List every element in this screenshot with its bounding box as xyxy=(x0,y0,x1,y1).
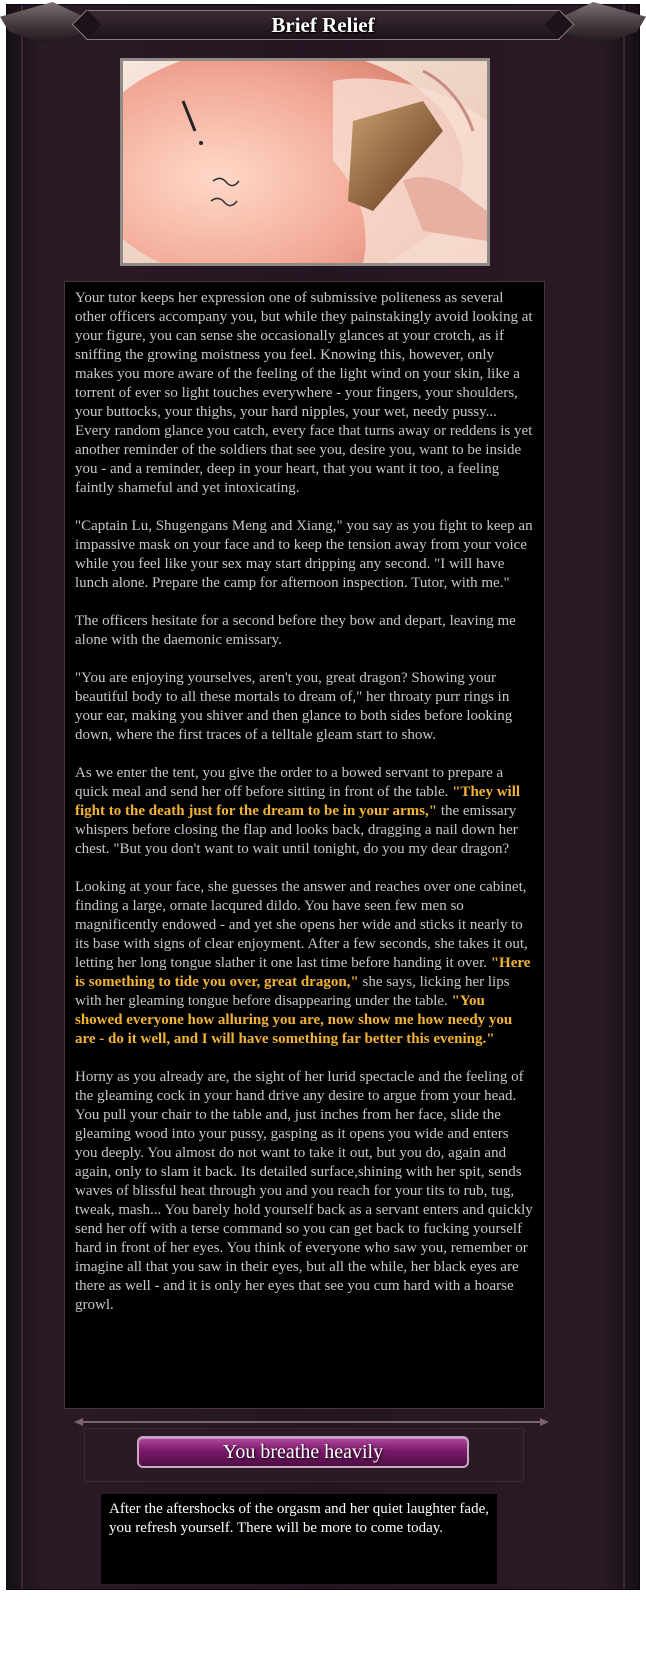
narration-text: The officers hesitate for a second before they bow and depart, leaving me alone with the daemonic emissary. xyxy=(75,613,516,648)
choice-label: You breathe heavily xyxy=(222,1440,384,1463)
narration-text: "Captain Lu, Shugengans Meng and Xiang," you say as you fight to keep an impassive mask on your face and to keep the tension away from your voice while you feel like your sex may start dripping any second. "I will have lunch alone. Prepare the camp for afternoon inspection. Tutor, with me." xyxy=(75,518,533,591)
narration-text: the emissary whispers before closing the flap and looks back, dragging a nail down her chest. "But you don't want to wait until tonight, do you my dear dragon? xyxy=(75,803,518,857)
story-paragraph xyxy=(75,764,534,859)
choice-button[interactable] xyxy=(137,1436,469,1468)
result-tooltip xyxy=(101,1494,497,1584)
dialogue-highlight: "They will fight to the death just for the dream to be in your arms," xyxy=(75,784,521,819)
dialogue-highlight: "You showed everyone how alluring you are, now show me how needy you are - do it well, and I will have something far better this evening." xyxy=(75,993,513,1047)
scene-image xyxy=(120,58,490,266)
narration-text: Your tutor keeps her expression one of submissive politeness as several other officers accompany you, but while they painstakingly avoid looking at your figure, you can sense she occasionally glances at your crotch, as if sniffing the growing moistness you feel. Knowing this, however, only makes you more aware of the feeling of the light wind on your skin, like a torrent of ever so light touches everywhere - your fingers, your shoulders, your buttocks, your thighs, your hard nipples, your wet, needy pussy... Every random glance you catch, every face that turns away or reddens is yet another reminder of the soldiers that see you, desire you, want to be inside you - and a reminder, deep in your heart, that you want it too, a feeling faintly shameful and yet intoxicating. xyxy=(75,290,533,496)
story-text-panel xyxy=(64,281,545,1409)
result-text: After the aftershocks of the orgasm and her quiet laughter fade, you refresh yourself. There will be more to come today. xyxy=(109,1501,489,1536)
narration-text: As we enter the tent, you give the order to a bowed servant to prepare a quick meal and send her off before sitting in front of the table. xyxy=(75,765,504,800)
scene-illustration xyxy=(123,61,487,263)
narration-text: Horny as you already are, the sight of her lurid spectacle and the feeling of the gleaming cock in your hand drive any desire to argue from your head. You pull your chair to the table and, just inches from her face, slide the gleaming wood into your pussy, gasping as it opens you wide and enters you deeply. You almost do not want to take it out, but you do, again and again, only to slam it back. Its detailed surface,shining with her spit, sends waves of blissful heat through you and you reach for your tits to rub, tug, tweak, mash... You barely hold yourself back as a servant enters and quickly send her off with a terse command so you can get back to fucking yourself hard in front of her eyes. You think of everyone who saw you, remember or imagine all that you saw in their eyes, but all the while, her black eyes are there as well - and it is only her eyes that see you cum hard with a hoarse growl. xyxy=(75,1069,533,1313)
title-banner xyxy=(86,10,560,40)
story-paragraph xyxy=(75,517,534,593)
event-title: Brief Relief xyxy=(271,12,375,37)
story-paragraph xyxy=(75,612,534,650)
dialogue-highlight: "Here is something to tide you over, great dragon," xyxy=(75,955,531,990)
story-paragraph xyxy=(75,289,534,498)
divider-right-arrow-icon xyxy=(540,1418,549,1426)
narration-text: she says, licking her lips with her gleaming tongue before disappearing under the table. xyxy=(75,974,510,1009)
section-divider xyxy=(74,1418,549,1426)
narration-text: Looking at your face, she guesses the answer and reaches over one cabinet, finding a large, ornate lacqured dildo. You have seen few men so magnificently endowed - and yet she opens her wide and sticks it nearly to its base with signs of clear enjoyment. After a few seconds, she takes it out, letting her long tongue slather it one last time before handing it over. xyxy=(75,879,528,971)
narration-text: "You are enjoying yourselves, aren't you, great dragon? Showing your beautiful body to all these mortals to dream of," her throaty purr rings in your ear, making you shiver and then glance to both sides before looking down, where the first traces of a telltale gleam start to show. xyxy=(75,670,513,743)
story-paragraph xyxy=(75,1068,534,1315)
story-paragraph xyxy=(75,669,534,745)
story-paragraph xyxy=(75,878,534,1049)
